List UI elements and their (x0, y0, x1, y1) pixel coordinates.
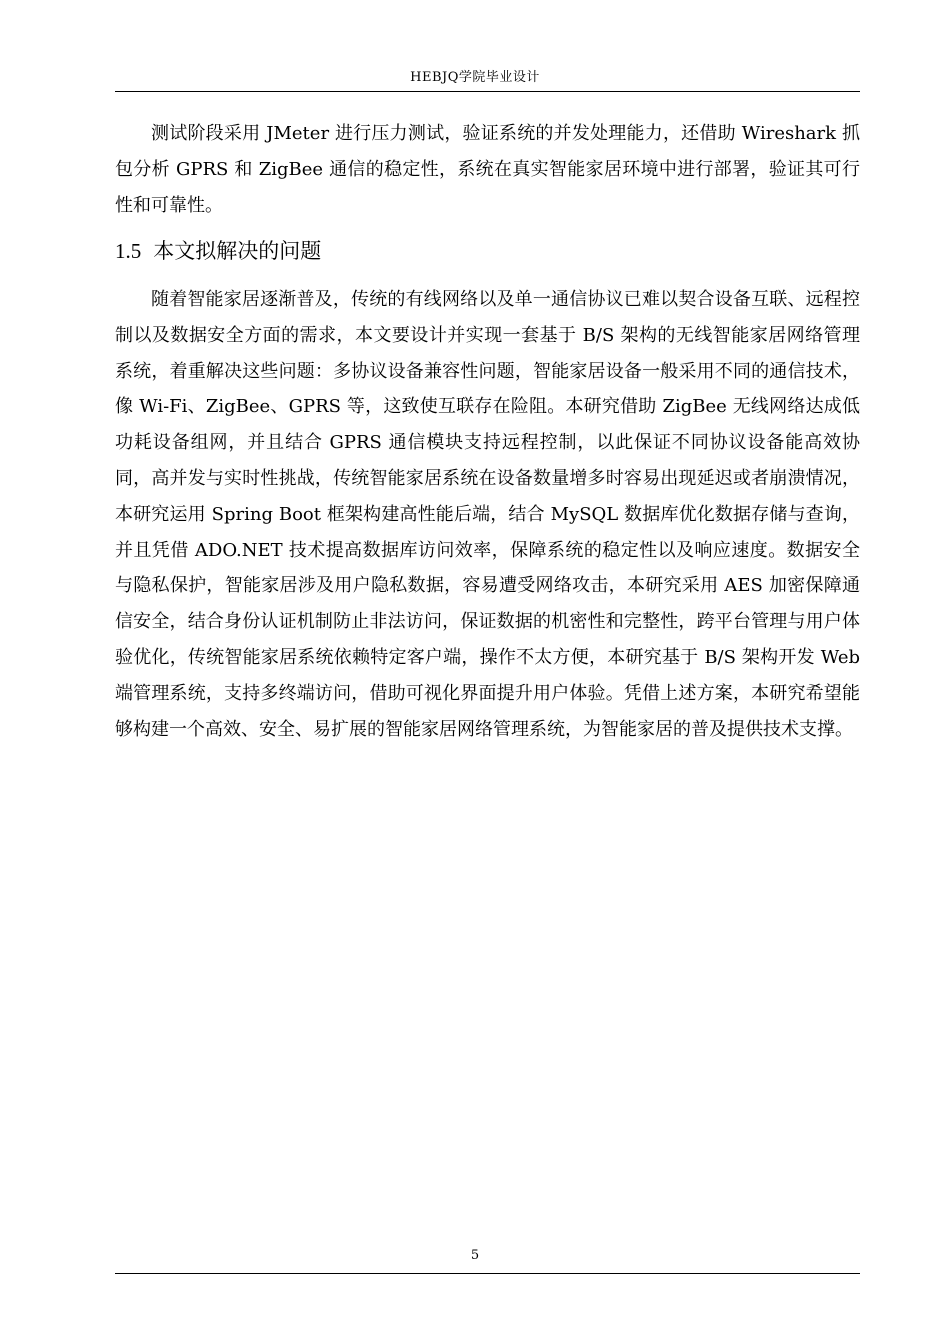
page-number: 5 (470, 1248, 480, 1263)
section-number: 1.5 (115, 239, 142, 263)
body-paragraph-2: 随着智能家居逐渐普及，传统的有线网络以及单一通信协议已难以契合设备互联、远程控制以及数据安全方面的需求，本文要设计并实现一套基于 B/S 架构的无线智能家居网络管理系统，着重解决这些问题：多协议设备兼容性问题，智能家居设备一般采用不同的通信技术，像 Wi-Fi、ZigBee、GPRS 等，这致使互联存在险阻。本研究借助 ZigBee 无线网络达成低功耗设备组网，并且结合 GPRS 通信模块支持远程控制，以此保证不同协议设备能高效协同，高并发与实时性挑战，传统智能家居系统在设备数量增多时容易出现延迟或者崩溃情况，本研究运用 Spring Boot 框架构建高性能后端，结合 MySQL 数据库优化数据存储与查询，并且凭借 ADO.NET 技术提高数据库访问效率，保障系统的稳定性以及响应速度。数据安全与隐私保护，智能家居涉及用户隐私数据，容易遭受网络攻击，本研究采用 AES 加密保障通信安全，结合身份认证机制防止非法访问，保证数据的机密性和完整性，跨平台管理与用户体验优化，传统智能家居系统依赖特定客户端，操作不太方便，本研究基于 B/S 架构开发 Web 端管理系统，支持多终端访问，借助可视化界面提升用户体验。凭借上述方案，本研究希望能够构建一个高效、安全、易扩展的智能家居网络管理系统，为智能家居的普及提供技术支撑。 (115, 289, 860, 740)
running-header: HEBJQ学院毕业设计 (410, 70, 540, 85)
section-title: 本文拟解决的问题 (153, 239, 322, 263)
section-heading (115, 236, 321, 266)
footer-rule (115, 1273, 860, 1274)
header-rule (115, 91, 860, 92)
body-paragraph-1: 测试阶段采用 JMeter 进行压力测试，验证系统的并发处理能力，还借助 Wireshark 抓包分析 GPRS 和 ZigBee 通信的稳定性，系统在真实智能家居环境中进行部署，验证其可行性和可靠性。 (115, 123, 860, 216)
